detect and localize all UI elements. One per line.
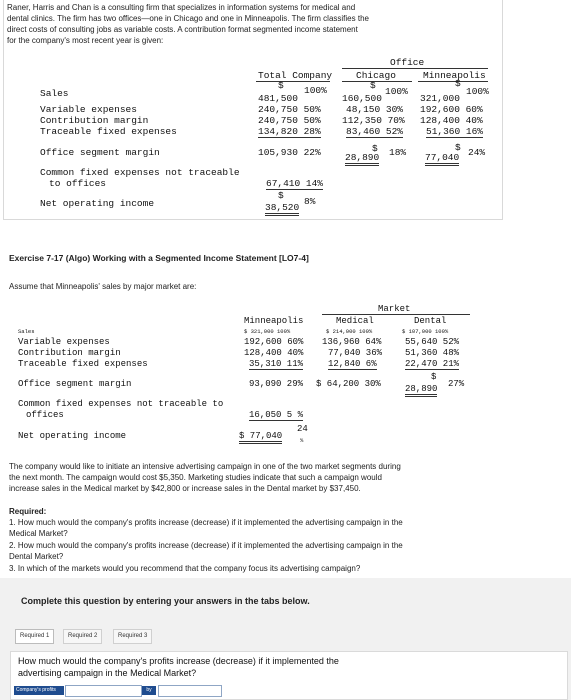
min2-contribution: 128,400 40%: [244, 348, 304, 358]
total-sales: 481,500: [258, 93, 298, 104]
total-common-fixed: 67,410 14%: [266, 178, 324, 189]
campaign-line-2: the next month. The campaign would cost $5,350. Marketing studies indicate that such a campaign would: [9, 473, 382, 482]
chicago-variable: 48,150 30%: [346, 104, 404, 115]
office-header: Office: [390, 57, 425, 68]
intro-line-4: for the company's most recent year is given:: [7, 36, 164, 45]
total-sales-pct: 100%: [304, 85, 327, 96]
chicago-sales: 160,500: [342, 93, 382, 104]
min2-traceable: 35,310 11%: [249, 359, 304, 369]
row-sales: Sales: [40, 88, 69, 99]
minneapolis-traceable: 51,360 16%: [426, 126, 484, 137]
required-q1-line1: 1. How much would the company's profits increase (decrease) if it implemented the advertising campaign in the: [9, 518, 403, 527]
total-noi-pct: 8%: [304, 196, 316, 207]
total-contribution: 240,750 50%: [258, 115, 321, 126]
chicago-traceable: 83,460 52%: [346, 126, 404, 137]
panel-instruction: Complete this question by entering your answers in the tabs below.: [21, 596, 310, 606]
col-chicago: Chicago: [356, 70, 396, 81]
chicago-office-segment-margin: 28,890: [345, 152, 379, 166]
minneapolis-variable: 192,600 60%: [420, 104, 483, 115]
min2-noi-pct-sign: %: [300, 437, 304, 444]
col-minneapolis-2: Minneapolis: [244, 316, 304, 326]
intro-line-3: direct costs of consulting jobs as variable costs. A contribution format segmented income statement: [7, 25, 358, 34]
min2-net-operating-income: $ 77,040: [239, 431, 282, 444]
min2-variable: 192,600 60%: [244, 337, 304, 347]
total-traceable: 134,820 28%: [258, 126, 321, 137]
total-net-operating-income: 38,520: [265, 202, 299, 216]
total-variable: 240,750 50%: [258, 104, 321, 115]
col-dental: Dental: [414, 316, 447, 326]
minneapolis-office-segment-margin: 77,040: [425, 152, 459, 166]
minneapolis-sales-pct: 100%: [466, 86, 489, 97]
chicago-osm-dollar: $: [372, 143, 378, 154]
row-common-fixed-2: to offices: [49, 178, 107, 189]
row-traceable-fixed-2: Traceable fixed expenses: [18, 359, 148, 369]
panel-question-line2: advertising campaign in the Medical Market?: [18, 668, 197, 678]
chicago-osm-pct: 18%: [389, 147, 407, 158]
required-q2-line2: Dental Market?: [9, 552, 64, 561]
tab-required-3[interactable]: Required 3: [113, 629, 152, 644]
min2-office-segment-margin: 93,090 29%: [249, 379, 304, 389]
row-traceable-fixed: Traceable fixed expenses: [40, 126, 177, 137]
total-noi-dollar: $: [278, 190, 284, 201]
required-q2-line1: 2. How much would the company's profits increase (decrease) if it implemented the advertising campaign in the: [9, 541, 403, 550]
row-office-segment-margin-2: Office segment margin: [18, 379, 132, 389]
row-contribution-margin: Contribution margin: [40, 115, 149, 126]
den-osm-dollar: $: [431, 372, 437, 382]
col-total-company: Total Company: [258, 70, 333, 81]
min2-common-fixed: 16,050 5 %: [249, 410, 304, 420]
tab-required-1[interactable]: Required 1: [15, 629, 54, 644]
den-traceable: 22,470 21%: [405, 359, 460, 369]
med-variable: 136,960 64%: [322, 337, 382, 347]
minneapolis-osm-dollar: $: [455, 142, 461, 153]
med-traceable: 12,840 6%: [328, 359, 377, 369]
minneapolis-contribution: 128,400 40%: [420, 115, 483, 126]
exercise-title: Exercise 7-17 (Algo) Working with a Segmented Income Statement [LO7-4]: [9, 253, 309, 263]
row-contribution-margin-2: Contribution margin: [18, 348, 121, 358]
col-medical: Medical: [336, 316, 374, 326]
profits-amount-input[interactable]: [158, 685, 222, 697]
row-net-operating-income: Net operating income: [40, 198, 155, 209]
campaign-line-3: increase sales in the Medical market by $42,800 or increase sales in the Dental market by $37,450.: [9, 484, 361, 493]
row-office-segment-margin: Office segment margin: [40, 147, 160, 158]
minneapolis-sales-dollar: $: [455, 78, 461, 89]
row-net-operating-income-2: Net operating income: [18, 431, 127, 441]
row-common-fixed-2b: offices: [26, 410, 64, 420]
minneapolis-osm-pct: 24%: [468, 147, 486, 158]
total-sales-dollar: $: [278, 80, 284, 91]
header-rule-chicago: [342, 81, 412, 82]
required-q3: 3. In which of the markets would you recommend that the company focus its advertising campaign?: [9, 564, 361, 573]
col-minneapolis: Minneapolis: [423, 70, 486, 81]
intro-line-2: dental clinics. The firm has two offices—one in Chicago and one in Minneapolis. The firm classifies the: [7, 14, 369, 23]
panel-question-line1: How much would the company's profits increase (decrease) if it implemented the: [18, 656, 339, 666]
row-sales-2: Sales: [18, 328, 35, 335]
campaign-line-1: The company would like to initiate an intensive advertising campaign in one of the two market segments during: [9, 462, 401, 471]
den-variable: 55,640 52%: [405, 337, 460, 347]
header-rule-total: [256, 81, 330, 82]
market-header-rule: [322, 314, 470, 315]
chicago-sales-pct: 100%: [385, 86, 408, 97]
med-office-segment-margin: $ 64,200 30%: [316, 379, 381, 389]
med-sales: $ 214,000 100%: [326, 328, 373, 335]
minneapolis-sales: 321,000: [420, 93, 460, 104]
market-header: Market: [378, 304, 411, 314]
chicago-contribution: 112,350 70%: [342, 115, 405, 126]
den-office-segment-margin: 28,890: [405, 384, 437, 397]
header-rule-minneapolis: [418, 81, 488, 82]
assume-text: Assume that Minneapolis' sales by major market are:: [9, 282, 197, 291]
intro-line-1: Raner, Harris and Chan is a consulting firm that specializes in information systems for medical and: [7, 3, 356, 12]
tab-required-2[interactable]: Required 2: [63, 629, 102, 644]
row-variable-expenses: Variable expenses: [40, 104, 137, 115]
total-office-segment-margin: 105,930 22%: [258, 147, 321, 158]
required-heading: Required:: [9, 507, 47, 516]
min2-sales: $ 321,000 100%: [244, 328, 291, 335]
required-q1-line2: Medical Market?: [9, 529, 68, 538]
profits-change-select[interactable]: [65, 685, 142, 697]
by-label: by: [142, 686, 156, 695]
den-contribution: 51,360 48%: [405, 348, 460, 358]
den-osm-pct: 27%: [448, 379, 465, 389]
company-profits-label: Company's profits: [14, 686, 64, 695]
row-common-fixed-1: Common fixed expenses not traceable: [40, 167, 240, 178]
office-header-rule: [342, 68, 488, 69]
med-contribution: 77,040 36%: [328, 348, 383, 358]
min2-noi-pct-number: 24: [297, 424, 308, 434]
chicago-sales-dollar: $: [370, 80, 376, 91]
den-sales: $ 107,000 100%: [402, 328, 449, 335]
row-common-fixed-2a: Common fixed expenses not traceable to: [18, 399, 224, 409]
row-variable-expenses-2: Variable expenses: [18, 337, 110, 347]
